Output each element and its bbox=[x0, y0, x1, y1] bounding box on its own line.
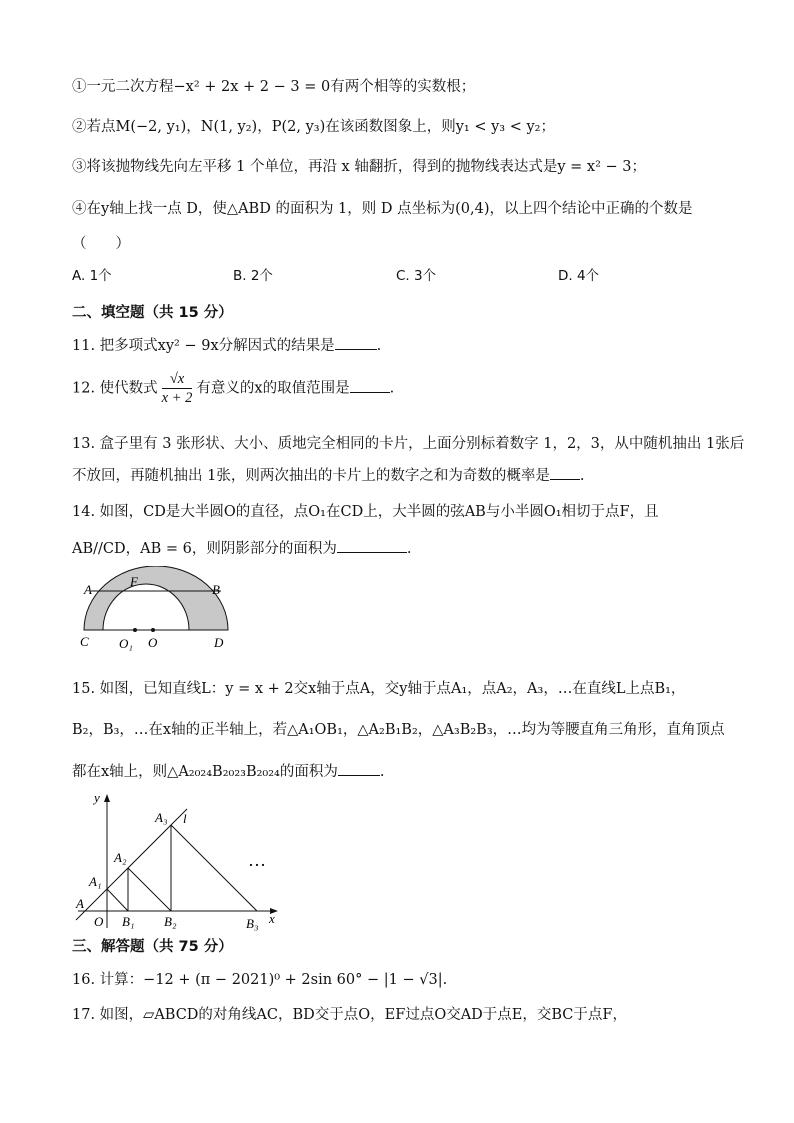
q11-text: 11. 把多项式xy² − 9x分解因式的结果是 bbox=[72, 338, 335, 354]
q10-statement-3: ③将该抛物线先向左平移 1 个单位，再沿 x 轴翻折，得到的抛物线表达式是y = x² − 3； bbox=[72, 159, 646, 175]
q14-line-2 bbox=[72, 537, 411, 558]
section-2-title: 二、填空题（共 15 分） bbox=[72, 305, 233, 321]
q14-line-1: 14. 如图，CD是大半圆O的直径，点O₁在CD上，大半圆的弦AB与小半圆O₁相切于点F，且 bbox=[72, 504, 659, 520]
label-x: x bbox=[269, 911, 275, 926]
q10-statement-1: ①一元二次方程−x² + 2x + 2 − 3 = 0有两个相等的实数根； bbox=[72, 79, 476, 95]
line-l bbox=[76, 809, 187, 920]
q11 bbox=[72, 334, 381, 355]
label-l: l bbox=[183, 811, 187, 826]
q12-blank bbox=[350, 380, 390, 393]
q12-numerator: √x bbox=[162, 370, 193, 389]
label-b1: B₁ bbox=[122, 914, 135, 929]
segment-a1-b1 bbox=[107, 889, 128, 911]
segment-a3-b3 bbox=[171, 825, 257, 911]
q12-pre: 12. 使代数式 bbox=[72, 380, 158, 397]
q15-end: . bbox=[379, 764, 385, 780]
label-b2: B₂ bbox=[164, 914, 177, 929]
q13-line-1: 13. 盒子里有 3 张形状、大小、质地完全相同的卡片，上面分别标着数字 1，2，3，从中随机抽出 1张后 bbox=[72, 436, 745, 452]
label-a: A bbox=[76, 896, 84, 911]
q15-line-3-text: 都在x轴上，则△A₂₀₂₄B₂₀₂₃B₂₀₂₄的面积为 bbox=[72, 764, 338, 780]
label-o1: O₁ bbox=[119, 636, 133, 651]
label-b: B bbox=[212, 582, 220, 597]
option-b: B. 2个 bbox=[233, 268, 273, 284]
q15-line-3 bbox=[72, 760, 384, 781]
q15-line-1: 15. 如图，已知直线L：y = x + 2交x轴于点A，交y轴于点A₁，点A₂，A₃，…在直线L上点B₁， bbox=[72, 681, 686, 697]
label-o: O bbox=[148, 635, 158, 650]
q12-denominator: x + 2 bbox=[161, 390, 193, 406]
q14-line-2-text: AB//CD，AB = 6，则阴影部分的面积为 bbox=[72, 541, 337, 557]
label-a: A bbox=[84, 582, 92, 597]
q14-end: . bbox=[406, 541, 412, 557]
option-a: A. 1个 bbox=[72, 268, 112, 284]
q13-blank bbox=[550, 467, 580, 480]
option-c: C. 3个 bbox=[396, 268, 437, 284]
q15-line-2: B₂，B₃，…在x轴的正半轴上，若△A₁OB₁，△A₂B₁B₂，△A₃B₂B₃，…均为等腰直角三角形，直角顶点 bbox=[72, 722, 725, 738]
q14-figure bbox=[74, 566, 234, 652]
q12-fraction bbox=[162, 370, 193, 407]
option-d: D. 4个 bbox=[558, 268, 600, 284]
q14-blank bbox=[337, 540, 407, 553]
q12 bbox=[72, 370, 394, 407]
shaded-region bbox=[84, 566, 228, 630]
label-a3: A₃ bbox=[155, 810, 168, 825]
q15-figure bbox=[70, 786, 286, 936]
label-a1: A₁ bbox=[89, 874, 102, 889]
section-3-title: 三、解答题（共 75 分） bbox=[72, 939, 233, 955]
y-axis-arrow bbox=[104, 794, 110, 802]
q17: 17. 如图，▱ABCD的对角线AC，BD交于点O，EF过点O交AD于点E，交BC于点F， bbox=[72, 1007, 627, 1023]
q12-post: 有意义的x的取值范围是 bbox=[196, 380, 350, 397]
label-d: D bbox=[214, 635, 224, 650]
point-o1 bbox=[133, 628, 137, 632]
q11-end: . bbox=[376, 338, 382, 354]
q11-blank bbox=[335, 337, 377, 350]
q10-answer-paren: （ ） bbox=[72, 236, 130, 252]
q12-end: . bbox=[389, 380, 395, 397]
q16: 16. 计算：−12 + (π − 2021)⁰ + 2sin 60° − |1 − √3|. bbox=[72, 972, 448, 988]
label-a2: A₂ bbox=[114, 850, 127, 865]
ellipsis: … bbox=[248, 850, 266, 870]
segment-a2-b2 bbox=[128, 868, 171, 911]
q13-line-2-text: 不放回，再随机抽出 1张，则两次抽出的卡片上的数字之和为奇数的概率是 bbox=[72, 468, 550, 484]
q13-line-2 bbox=[72, 464, 584, 485]
label-b3: B₃ bbox=[246, 916, 259, 931]
label-f: F bbox=[130, 574, 138, 589]
q10-statement-2: ②若点M(−2, y₁)，N(1, y₂)，P(2, y₃)在该函数图象上，则y₁ < y₃ < y₂； bbox=[72, 119, 555, 135]
q15-blank bbox=[338, 763, 380, 776]
label-o: O bbox=[94, 914, 104, 929]
q13-end: . bbox=[579, 468, 585, 484]
point-o bbox=[151, 628, 155, 632]
label-y: y bbox=[94, 790, 100, 805]
q10-statement-4: ④在y轴上找一点 D，使△ABD 的面积为 1，则 D 点坐标为(0,4)，以上四个结论中正确的个数是 bbox=[72, 201, 693, 217]
label-c: C bbox=[80, 634, 89, 649]
